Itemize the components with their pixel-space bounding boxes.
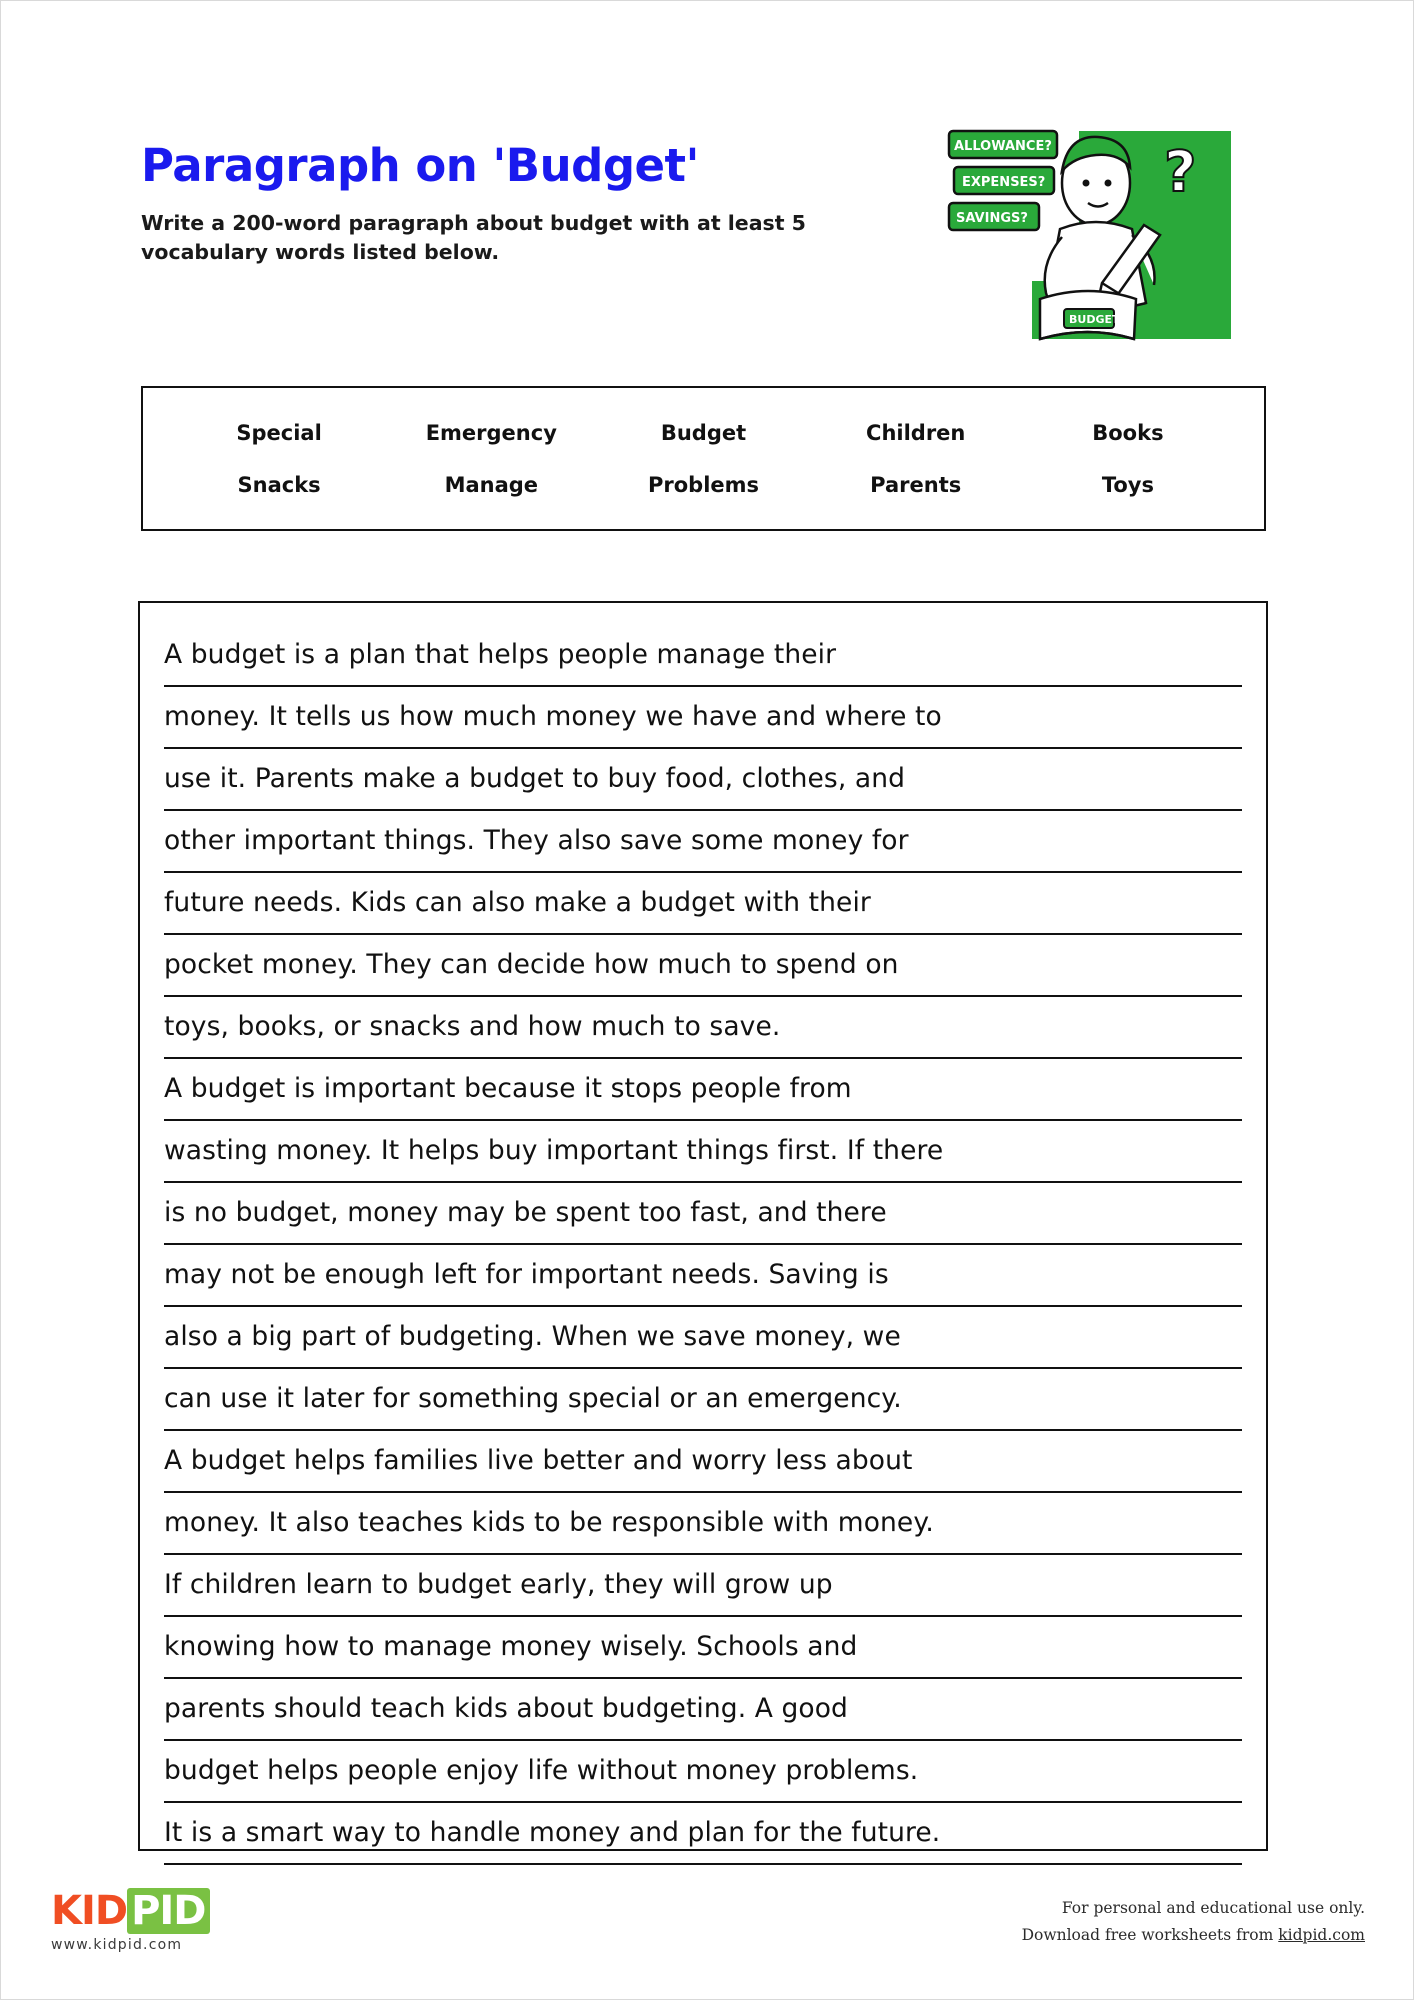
worksheet-instructions: Write a 200-word paragraph about budget with at least 5 vocabulary words listed below. xyxy=(141,210,806,265)
vocabulary-row-2 xyxy=(173,459,1234,511)
worksheet-header xyxy=(141,141,1251,371)
vocabulary-word: Books xyxy=(1092,420,1164,445)
paragraph-writing-area[interactable] xyxy=(138,601,1268,1851)
svg-text:ALLOWANCE?: ALLOWANCE? xyxy=(954,139,1052,154)
worksheet-footer xyxy=(1,1881,1414,2001)
page-title: Paragraph on 'Budget' xyxy=(141,139,699,192)
vocabulary-word: Parents xyxy=(870,472,962,497)
paragraph-line: A budget helps families live better and worry less about xyxy=(164,1431,1242,1493)
vocabulary-word: Problems xyxy=(647,472,760,497)
paragraph-line: may not be enough left for important needs. Saving is xyxy=(164,1245,1242,1307)
svg-text:SAVINGS?: SAVINGS? xyxy=(956,211,1028,226)
paragraph-line: money. It also teaches kids to be responsible with money. xyxy=(164,1493,1242,1555)
footer-note-line-2 xyxy=(1022,1922,1365,1949)
paragraph-line: budget helps people enjoy life without money problems. xyxy=(164,1741,1242,1803)
svg-text:EXPENSES?: EXPENSES? xyxy=(962,175,1046,190)
paragraph-line: parents should teach kids about budgeting. A good xyxy=(164,1679,1242,1741)
paragraph-line: knowing how to manage money wisely. Schools and xyxy=(164,1617,1242,1679)
vocabulary-word: Children xyxy=(866,420,966,445)
paragraph-line: is no budget, money may be spent too fast, and there xyxy=(164,1183,1242,1245)
vocabulary-word: Toys xyxy=(1101,472,1154,497)
paragraph-line: use it. Parents make a budget to buy food, clothes, and xyxy=(164,749,1242,811)
paragraph-line: other important things. They also save some money for xyxy=(164,811,1242,873)
logo-url: www.kidpid.com xyxy=(51,1937,183,1953)
vocabulary-word: Special xyxy=(236,420,322,445)
paragraph-line: A budget is important because it stops people from xyxy=(164,1059,1242,1121)
vocabulary-word: Manage xyxy=(444,472,539,497)
vocabulary-row-1 xyxy=(173,407,1234,459)
footer-note-line-1: For personal and educational use only. xyxy=(1061,1899,1365,1917)
vocabulary-word: Budget xyxy=(660,420,747,445)
vocabulary-word: Emergency xyxy=(425,420,557,445)
paragraph-line: If children learn to budget early, they will grow up xyxy=(164,1555,1242,1617)
footer-note xyxy=(1022,1895,1365,1949)
vocabulary-box xyxy=(141,386,1266,531)
paragraph-line: money. It tells us how much money we have and where to xyxy=(164,687,1242,749)
paragraph-line: can use it later for something special or an emergency. xyxy=(164,1369,1242,1431)
paragraph-line: future needs. Kids can also make a budget with their xyxy=(164,873,1242,935)
paragraph-text xyxy=(164,625,1242,1865)
paragraph-line: A budget is a plan that helps people manage their xyxy=(164,625,1242,687)
kidpid-link[interactable]: kidpid.com xyxy=(1278,1926,1365,1945)
logo-pid: PID xyxy=(127,1888,209,1934)
footer-note-prefix: Download free worksheets from xyxy=(1021,1926,1279,1945)
header-illustration xyxy=(936,113,1251,368)
logo-text xyxy=(51,1888,210,1934)
paragraph-line: wasting money. It helps buy important things first. If there xyxy=(164,1121,1242,1183)
paragraph-line: It is a smart way to handle money and plan for the future. xyxy=(164,1803,1242,1865)
paragraph-line: also a big part of budgeting. When we save money, we xyxy=(164,1307,1242,1369)
kidpid-logo[interactable] xyxy=(51,1888,210,1953)
paragraph-line: toys, books, or snacks and how much to save. xyxy=(164,997,1242,1059)
svg-text:?: ? xyxy=(1164,140,1197,205)
svg-text:BUDGET: BUDGET xyxy=(1069,313,1120,326)
paragraph-line: pocket money. They can decide how much to spend on xyxy=(164,935,1242,997)
vocabulary-word: Snacks xyxy=(237,472,321,497)
logo-kid: KID xyxy=(51,1888,128,1934)
child-thinking-about-budget-icon xyxy=(936,113,1251,368)
